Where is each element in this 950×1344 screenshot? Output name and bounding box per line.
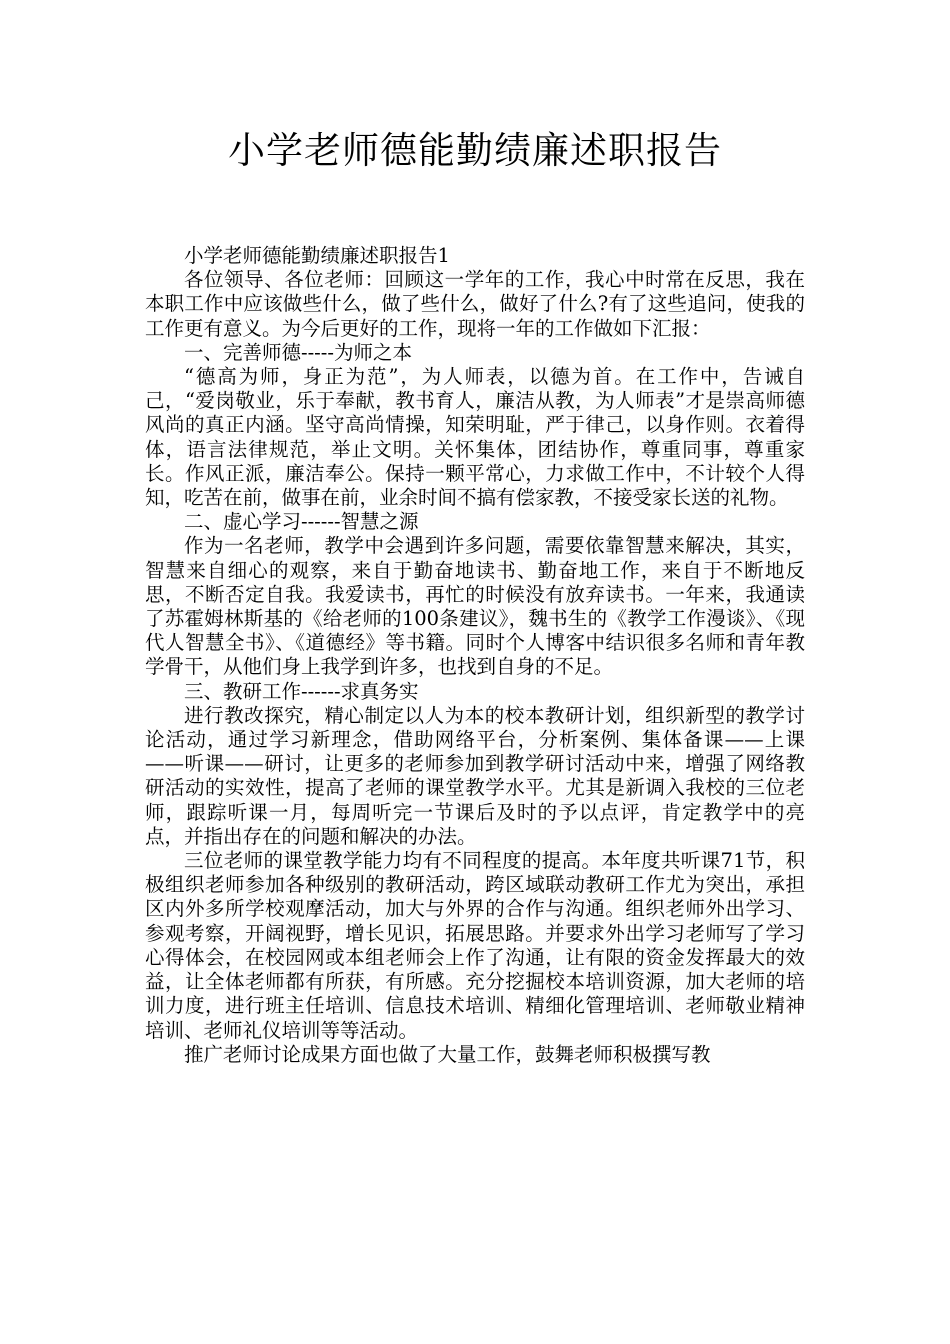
report-subtitle: 小学老师德能勤绩廉述职报告1 — [184, 244, 450, 267]
paragraph: 三位老师的课堂教学能力均有不同程度的提高。本年度共听课71节，积极组织老师参加各种级别的教研活动，跨区域联动教研工作尤为突出，承担区内外多所学校观摩活动，加大与外界的合作与沟通。组织老师外出学习、参观考察，开阔视野，增长见识，拓展思路。并要求外出学习老师写了学习心得体会，在校园网或本组老师会上作了沟通，让有限的资金发挥最大的效益，让全体老师都有所获，有所感。充分挖掘校本培训资源，加大老师的培训力度，进行班主任培训、信息技术培训、精细化管理培训、老师敬业精神培训、老师礼仪培训等等活动。 — [145, 849, 805, 1042]
paragraph: 各位领导、各位老师：回顾这一学年的工作，我心中时常在反思，我在本职工作中应该做些什么，做了些什么，做好了什么?有了这些追问，使我的工作更有意义。为今后更好的工作，现将一年的工作做如下汇报： — [145, 268, 805, 340]
paragraph: 作为一名老师，教学中会遇到许多问题，需要依靠智慧来解决，其实，智慧来自细心的观察，来自于勤奋地读书、勤奋地工作，来自于不断地反思，不断否定自我。我爱读书，再忙的时候没有放弃读书。一年来，我通读了苏霍姆林斯基的《给老师的100条建议》，魏书生的《教学工作漫谈》、《现代人智慧全书》、《道德经》等书籍。同时个人博客中结识很多名师和青年教学骨干，从他们身上我学到许多，也找到自身的不足。 — [145, 534, 805, 679]
paragraph: “德高为师，身正为范”，为人师表，以德为首。在工作中，告诫自己，“爱岗敬业，乐于奉献，教书育人，廉洁从教，为人师表”才是崇高师德风尚的真正内涵。坚守高尚情操，知荣明耻，严于律己，以身作则。衣着得体，语言法律规范，举止文明。关怀集体，团结协作，尊重同事，尊重家长。作风正派，廉洁奉公。保持一颗平常心，力求做工作中，不计较个人得知，吃苦在前，做事在前，业余时间不搞有偿家教，不接受家长送的礼物。 — [145, 365, 805, 510]
section-heading: 二、虚心学习------智慧之源 — [184, 510, 419, 534]
section-heading: 三、教研工作------求真务实 — [184, 679, 419, 703]
document-title: 小学老师德能勤绩廉述职报告 — [228, 129, 722, 172]
section-heading: 一、完善师德-----为师之本 — [184, 340, 412, 364]
paragraph: 推广老师讨论成果方面也做了大量工作，鼓舞老师积极撰写教 — [184, 1042, 711, 1066]
paragraph: 进行教改探究，精心制定以人为本的校本教研计划，组织新型的教学讨论活动，通过学习新理念，借助网络平台，分析案例、集体备课——上课——听课——研讨，让更多的老师参加到教学研讨活动中来，增强了网络教研活动的实效性，提高了老师的课堂教学水平。尤其是新调入我校的三位老师，跟踪听课一月，每周听完一节课后及时的予以点评，肯定教学中的亮点，并指出存在的问题和解决的办法。 — [145, 703, 805, 848]
document-body — [145, 244, 805, 1067]
